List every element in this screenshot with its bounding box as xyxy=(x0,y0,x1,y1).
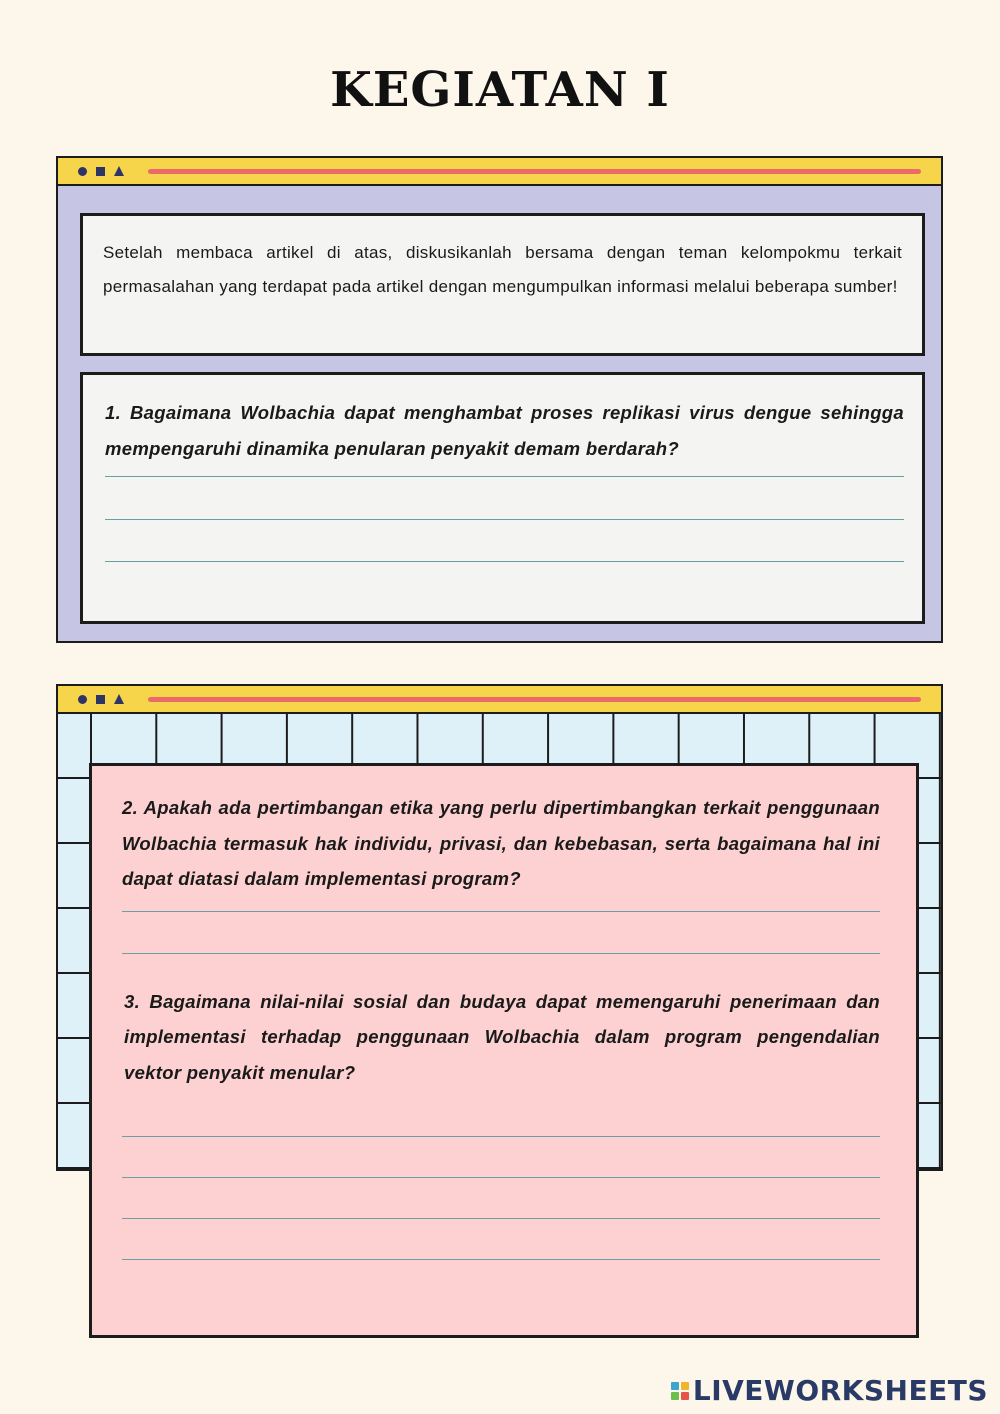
square-icon xyxy=(96,167,105,176)
answer-line[interactable] xyxy=(122,1259,880,1260)
triangle-icon xyxy=(114,694,124,704)
circle-icon xyxy=(78,167,87,176)
answer-line[interactable] xyxy=(105,519,904,520)
questions-2-3-panel xyxy=(89,763,919,1338)
square-icon xyxy=(96,695,105,704)
instruction-text: Setelah membaca artikel di atas, diskusikanlah bersama dengan teman kelompokmu terkait permasalahan yang terdapat pada artikel dengan mengumpulkan informasi melalui beberapa sumber! xyxy=(103,243,902,296)
answer-line[interactable] xyxy=(122,1136,880,1137)
answer-line[interactable] xyxy=(122,1177,880,1178)
answer-line[interactable] xyxy=(122,911,880,912)
titlebar-accent-bar xyxy=(148,169,921,174)
titlebar-accent-bar xyxy=(148,697,921,702)
question-3-text: 3. Bagaimana nilai-nilai sosial dan budaya dapat memengaruhi penerimaan dan implementasi terhadap penggunaan Wolbachia dalam program pengendalian vektor penyakit menular? xyxy=(124,990,880,1083)
instruction-panel xyxy=(80,213,925,356)
question-2-text: 2. Apakah ada pertimbangan etika yang perlu dipertimbangkan terkait penggunaan Wolbachia termasuk hak individu, privasi, dan kebebasan, serta bagaimana hal ini dapat diatasi dalam implementasi program? xyxy=(122,797,880,889)
answer-line[interactable] xyxy=(105,561,904,562)
answer-line[interactable] xyxy=(105,476,904,477)
window-titlebar xyxy=(58,686,941,714)
liveworksheets-logo-icon xyxy=(671,1382,689,1400)
circle-icon xyxy=(78,695,87,704)
window-titlebar xyxy=(58,158,941,186)
question-1-text: 1. Bagaimana Wolbachia dapat menghambat proses replikasi virus dengue sehingga mempengaruhi dinamika penularan penyakit demam berdarah? xyxy=(105,402,904,459)
answer-line[interactable] xyxy=(122,953,880,954)
watermark-text: LIVEWORKSHEETS xyxy=(692,1374,988,1407)
question-1-panel xyxy=(80,372,925,624)
page-title: KEGIATAN I xyxy=(330,62,670,118)
liveworksheets-watermark xyxy=(671,1374,988,1407)
answer-line[interactable] xyxy=(122,1218,880,1219)
triangle-icon xyxy=(114,166,124,176)
